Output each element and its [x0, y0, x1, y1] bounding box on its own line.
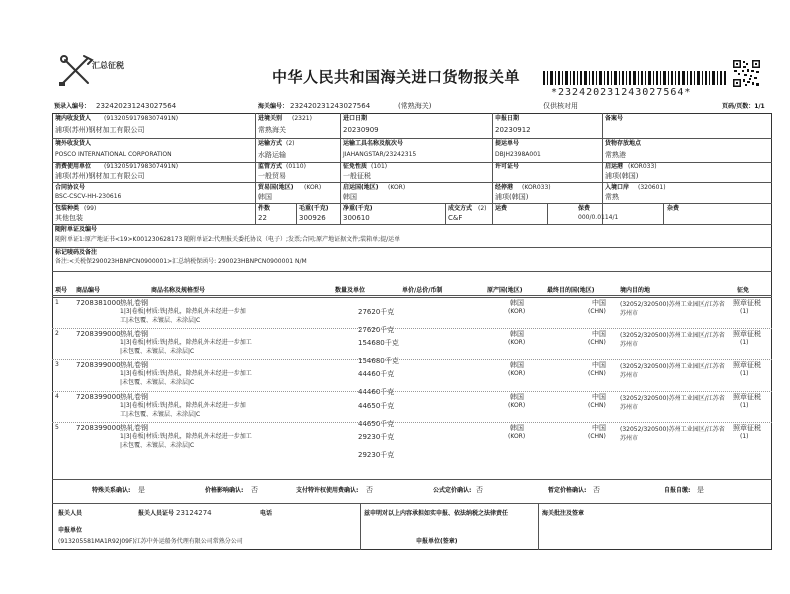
page-title: 中华人民共和国海关进口货物报关单: [272, 68, 521, 86]
goods-row-4-origin: 韩国: [510, 393, 524, 401]
goods-row-3-spec1: 1|3|卷板|材质:铁|热轧，除热轧外未经进一步加工: [120, 370, 252, 377]
supervision-code: (0110): [286, 163, 306, 170]
vessel-label: 运输工具名称及航次号: [343, 140, 404, 147]
royalty-label: 支付特许权使用费确认:: [296, 487, 359, 494]
formula-price: 否: [476, 486, 483, 494]
goods-row-1-origin-code: (KOR): [508, 308, 526, 315]
provisional-price: 否: [593, 486, 600, 494]
transit-port-label: 经停港: [495, 184, 514, 191]
goods-header-cell: 单价/总价/币制: [402, 287, 443, 294]
declare-unit-seal-label: 申报单位(签章): [416, 538, 458, 545]
origin-country-code: (KOR): [388, 184, 406, 191]
goods-row-5-dest: 中国: [592, 424, 606, 432]
customs-number: 232420231243027564: [290, 102, 371, 110]
royalty: 否: [366, 486, 373, 494]
goods-row-2-origin: 韩国: [510, 330, 524, 338]
goods-row-4-tax: 照章征税: [733, 393, 761, 401]
entry-customs-code: (2321): [292, 115, 312, 122]
self-pay: 是: [697, 486, 704, 494]
goods-row-3-domestic: (32052/320500)苏州工业园区/江苏省苏州市: [620, 363, 725, 379]
transport-mode-name: 水路运输: [258, 151, 286, 159]
goods-row-2-tax: 照章征税: [733, 330, 761, 338]
goods-location: 常熟港: [605, 151, 626, 159]
goods-row-5-domestic: (32052/320500)苏州工业园区/江苏省苏州市: [620, 426, 725, 442]
goods-row-5-tax: 照章征税: [733, 424, 761, 432]
goods-row-2-name: 热轧卷钢: [120, 330, 148, 338]
declare-date-label: 申报日期: [495, 115, 520, 122]
departure-port-name: 浦项(韩国): [605, 172, 639, 180]
terms-label: 成交方式: [448, 205, 473, 212]
goods-header-cell: 商品编号: [76, 287, 101, 294]
consignee-label: 境内收发货人: [55, 115, 92, 122]
goods-location-label: 货物存放地点: [605, 140, 642, 147]
gross-weight: 300926: [299, 214, 326, 222]
departure-port-label: 启运港: [605, 163, 624, 170]
goods-row-3-qty1: 44460千克: [358, 370, 395, 378]
user-code: (91320591798307491N): [104, 163, 179, 170]
goods-header-cell: 商品名称及规格型号: [151, 287, 206, 294]
freight-label: 运费: [495, 205, 508, 212]
goods-row-2-origin-code: (KOR): [508, 339, 526, 346]
import-date-label: 进口日期: [343, 115, 368, 122]
supervision-label: 监管方式: [258, 163, 283, 170]
tax-nature-name: 一般征税: [343, 172, 371, 180]
phone-label: 电话: [260, 510, 273, 517]
goods-row-divider: [52, 359, 772, 360]
goods-row-5-qty2: 29230千克: [358, 451, 395, 459]
customs-no-label: 海关编号：: [258, 103, 289, 110]
goods-row-5-origin: 韩国: [510, 424, 524, 432]
goods-row-1-tax: 照章征税: [733, 299, 761, 307]
goods-row-1-origin: 韩国: [510, 299, 524, 307]
declarant-cert: 23124274: [176, 509, 212, 517]
declare-unit-label: 申报单位: [58, 527, 83, 534]
goods-row-1-hs: 7208381000: [76, 299, 121, 307]
transit-port-code: (KOR033): [522, 184, 551, 191]
special-relation-label: 特殊关系确认:: [92, 487, 131, 494]
user-name: 浦项(苏州)钢材加工有限公司: [55, 172, 145, 180]
goods-row-4-spec1: 1|3|卷板|材质:铁|热轧，除热轧外未经进一步加: [120, 402, 246, 409]
goods-row-1-qty1: 27620千克: [358, 308, 395, 316]
goods-row-4-dest: 中国: [592, 393, 606, 401]
bill-label: 提运单号: [495, 140, 520, 147]
goods-row-5-tax-code: (1): [740, 433, 749, 440]
goods-row-4-dest-code: (CHN): [588, 402, 606, 409]
goods-row-1-name: 热轧卷钢: [120, 299, 148, 307]
goods-row-4-origin-code: (KOR): [508, 402, 526, 409]
insurance-label: 保费: [578, 205, 591, 212]
package-label: 包装种类: [55, 205, 80, 212]
goods-row-1-tax-code: (1): [740, 308, 749, 315]
departure-port-code: (KOR033): [628, 163, 657, 170]
goods-row-5-spec2: |未包覆、未镀层、未涂层|C: [120, 442, 195, 449]
contract-no: BSC-CSCV-HH-230616: [55, 193, 122, 200]
goods-row-4-qty1: 44650千克: [358, 402, 395, 410]
vessel: JIAHANGSTAR/23242315: [343, 151, 417, 158]
logo-caption: 汇总征税: [92, 61, 124, 70]
gross-label: 毛重(千克): [299, 205, 329, 212]
goods-row-divider: [52, 422, 772, 423]
goods-row-3-dest-code: (CHN): [588, 370, 606, 377]
legal-statement: 兹申明对以上内容承担如实申报、依法纳税之法律责任: [364, 510, 509, 517]
goods-header-cell: 数量及单位: [335, 287, 366, 294]
goods-row-5-dest-code: (CHN): [588, 433, 606, 440]
goods-row-2-spec2: |未包覆、未镀层、未涂层|C: [120, 348, 195, 355]
goods-row-3-name: 热轧卷钢: [120, 361, 148, 369]
goods-row-4-tax-code: (1): [740, 402, 749, 409]
declare-unit: (913205581MA1R92J09F)江苏中外运船务代理有限公司常熟分公司: [58, 538, 243, 545]
goods-row-4-spec2: 工|未包覆、未镀层、未涂层|C: [120, 411, 201, 418]
goods-row-2-no: 2: [55, 330, 59, 337]
remarks-label: 标记唛码及备注: [55, 249, 98, 256]
package-code: (99): [84, 205, 97, 212]
goods-row-5-origin-code: (KOR): [508, 433, 526, 440]
goods-row-2-domestic: (32052/320500)苏州工业园区/江苏省苏州市: [620, 332, 725, 348]
goods-row-1-spec1: 1|3|卷板|材质:铁|热轧，除热轧外未经进一步加: [120, 308, 246, 315]
overseas-name: POSCO INTERNATIONAL CORPORATION: [55, 151, 172, 158]
goods-row-3-spec2: |未包覆、未镀层、未涂层|C: [120, 379, 195, 386]
entry-port-label: 入境口岸: [605, 184, 630, 191]
goods-row-1-dest-code: (CHN): [588, 308, 606, 315]
pre-entry-label: 预录入编号：: [54, 103, 91, 110]
copy-type: 仅供核对用: [543, 102, 578, 110]
goods-header-divider: [52, 297, 772, 298]
goods-row-2-qty1: 154680千克: [358, 339, 399, 347]
pieces-label: 件数: [258, 205, 271, 212]
goods-row-1-domestic: (32052/320500)苏州工业园区/江苏省苏州市: [620, 301, 725, 317]
user-label: 消费使用单位: [55, 163, 92, 170]
record-no-label: 备案号: [605, 115, 624, 122]
misc-label: 杂费: [667, 205, 680, 212]
goods-row-3-no: 3: [55, 361, 59, 368]
provisional-price-label: 暂定价格确认:: [548, 487, 587, 494]
barcode: [543, 71, 726, 85]
license-label: 许可证号: [495, 163, 520, 170]
docs-text: 随附单证1:原产地证书<19>K001230628173 随附单证2:代理报关委托协议（电子）;发票;合同;原产地证据文件;装箱单;提/运单: [55, 236, 401, 243]
goods-row-2-tax-code: (1): [740, 339, 749, 346]
special-relation: 是: [138, 486, 145, 494]
goods-row-3-tax: 照章征税: [733, 361, 761, 369]
goods-row-2-dest: 中国: [592, 330, 606, 338]
goods-row-divider: [52, 328, 772, 329]
pre-entry-number: 232420231243027564: [96, 102, 177, 110]
origin-country-label: 启运国(地区): [343, 184, 379, 191]
net-weight: 300610: [343, 214, 370, 222]
goods-row-2-hs: 7208399000: [76, 330, 121, 338]
goods-row-4-hs: 7208399000: [76, 393, 121, 401]
entry-port-code: (320601): [638, 184, 666, 191]
goods-row-5-name: 热轧卷钢: [120, 424, 148, 432]
goods-row-4-name: 热轧卷钢: [120, 393, 148, 401]
goods-row-3-origin: 韩国: [510, 361, 524, 369]
goods-row-5-hs: 7208399000: [76, 424, 121, 432]
goods-header-cell: 境内目的地: [620, 287, 651, 294]
goods-row-3-tax-code: (1): [740, 370, 749, 377]
goods-row-3-origin-code: (KOR): [508, 370, 526, 377]
overseas-label: 境外收发货人: [55, 140, 92, 147]
package-name: 其他包装: [55, 214, 83, 222]
transport-mode-label: 运输方式: [258, 140, 283, 147]
goods-row-3-hs: 7208399000: [76, 361, 121, 369]
remarks-text: 备注:<关税保290023HBNPCN0900001>汇总纳税保函号: 290023HBNPCN0900001 N/M: [55, 258, 307, 265]
pieces: 22: [258, 214, 267, 222]
entry-customs-label: 进境关别: [258, 115, 283, 122]
trade-country-code: (KOR): [304, 184, 322, 191]
formula-price-label: 公式定价确认:: [433, 487, 472, 494]
tax-nature-label: 征免性质: [343, 163, 368, 170]
goods-row-1-dest: 中国: [592, 299, 606, 307]
qr-code: [733, 60, 760, 87]
trade-country-name: 韩国: [258, 193, 272, 201]
entry-port-name: 常熟: [605, 193, 619, 201]
goods-row-1-spec2: 工|未包覆、未镀层、未涂层|C: [120, 317, 201, 324]
tax-nature-code: (101): [371, 163, 388, 170]
price-impact-label: 价格影响确认:: [205, 487, 244, 494]
terms-code: (2): [478, 205, 487, 212]
goods-row-3-dest: 中国: [592, 361, 606, 369]
goods-header-cell: 最终目的国(地区): [547, 287, 595, 294]
goods-row-2-dest-code: (CHN): [588, 339, 606, 346]
net-label: 净重(千克): [343, 205, 373, 212]
customs-office: (常熟海关): [398, 102, 432, 110]
origin-country-name: 韩国: [343, 193, 357, 201]
goods-row-divider: [52, 391, 772, 392]
declare-date: 20230912: [495, 126, 531, 134]
supervision-name: 一般贸易: [258, 172, 286, 180]
consignee-code: (91320591798307491N): [104, 115, 179, 122]
customs-remark-label: 海关批注及签章: [542, 510, 585, 517]
goods-row-5-qty1: 29230千克: [358, 433, 395, 441]
transport-mode-code: (2): [286, 140, 295, 147]
goods-row-2-spec1: 1|3|卷板|材质:铁|热轧，除热轧外未经进一步加工: [120, 339, 252, 346]
declarant-cert-label: 报关人员证号: [138, 510, 175, 517]
insurance: 000/0.0114/1: [578, 214, 619, 221]
price-impact: 否: [251, 486, 258, 494]
goods-header-cell: 原产国(地区): [487, 287, 523, 294]
consignee-name: 浦项(苏州)钢材加工有限公司: [55, 126, 145, 134]
page-count: 页码/页数：1/1: [722, 103, 765, 110]
docs-label: 随附单证及编号: [55, 226, 98, 233]
goods-row-5-no: 5: [55, 424, 59, 431]
bill-no: DBJH2398A001: [495, 151, 541, 158]
goods-row-1-no: 1: [55, 299, 59, 306]
customs-emblem-icon: [57, 54, 95, 88]
goods-row-2-qty2: 154680千克: [358, 357, 399, 365]
trade-country-label: 贸易国(地区): [258, 184, 294, 191]
goods-row-4-qty2: 44650千克: [358, 420, 395, 428]
contract-label: 合同协议号: [55, 184, 86, 191]
goods-row-4-no: 4: [55, 393, 59, 400]
goods-row-5-spec1: 1|3|卷板|材质:铁|热轧，除热轧外未经进一步加工: [120, 433, 252, 440]
import-date: 20230909: [343, 126, 379, 134]
self-pay-label: 自报自缴:: [664, 487, 691, 494]
entry-customs-name: 常熟海关: [258, 126, 286, 134]
transit-port-name: 浦项(韩国): [495, 193, 529, 201]
goods-row-3-qty2: 44460千克: [358, 388, 395, 396]
barcode-text: *232420231243027564*: [551, 87, 692, 98]
goods-header-cell: 征免: [737, 287, 750, 294]
declarant-label: 报关人员: [58, 510, 83, 517]
goods-row-1-qty2: 27620千克: [358, 326, 395, 334]
goods-row-4-domestic: (32052/320500)苏州工业园区/江苏省苏州市: [620, 395, 725, 411]
terms-name: C&F: [448, 214, 463, 222]
goods-header-cell: 项号: [55, 287, 68, 294]
